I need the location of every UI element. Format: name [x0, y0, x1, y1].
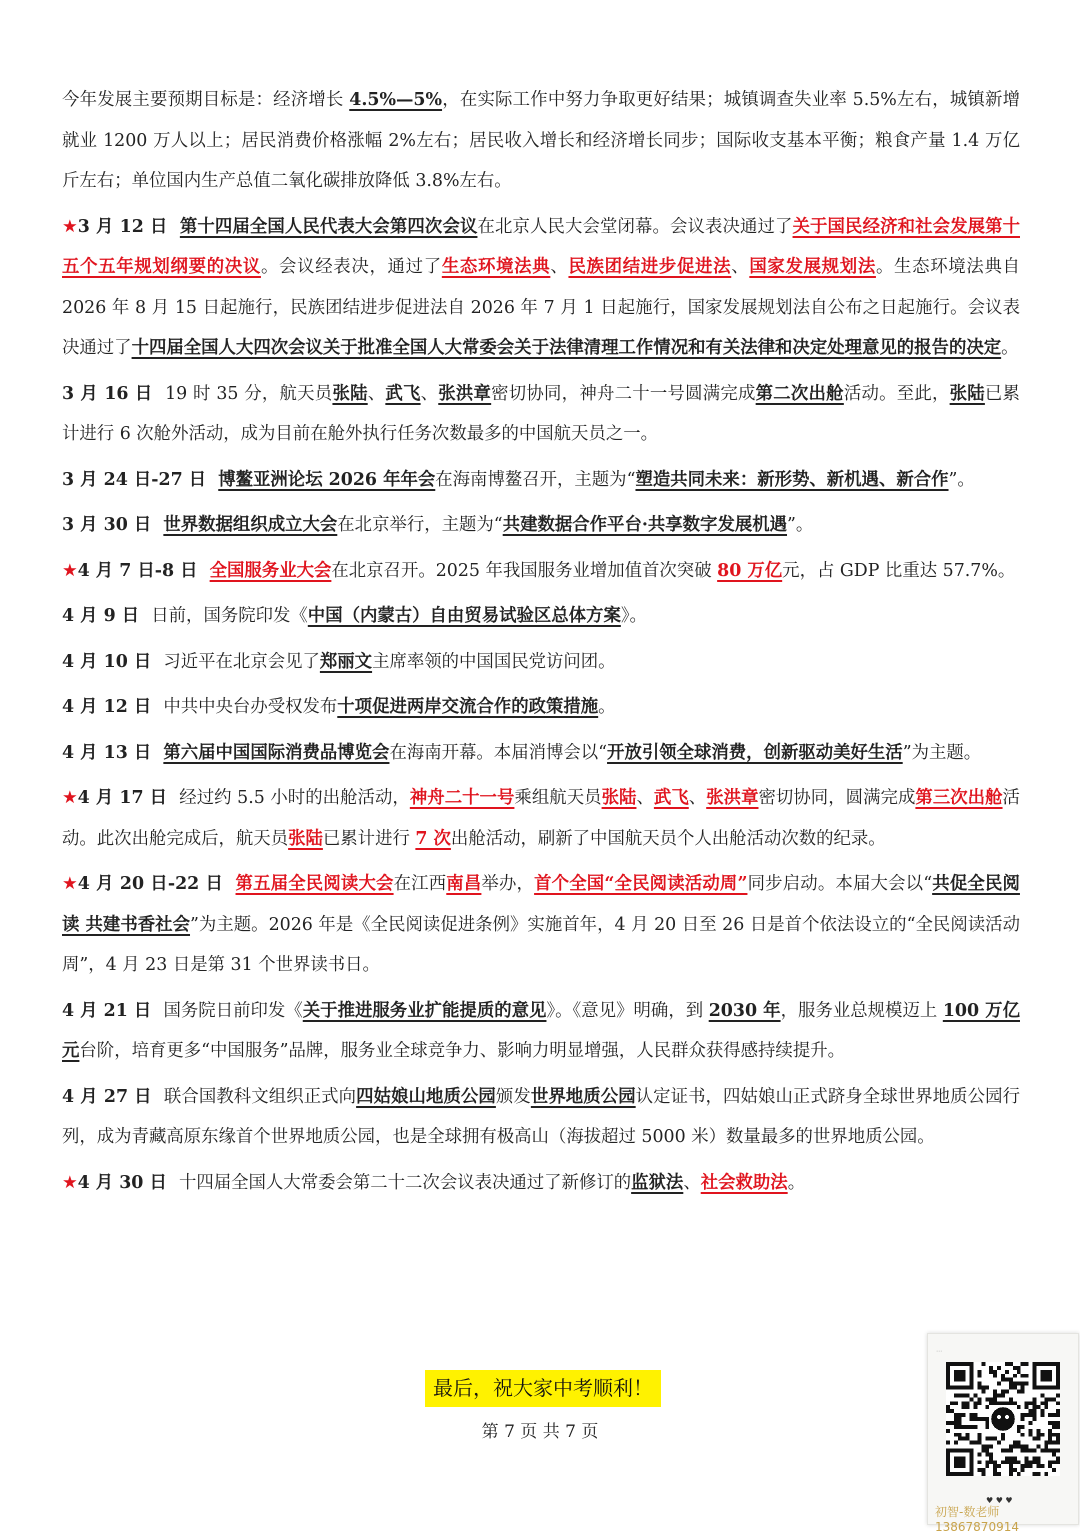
highlighted-term: 张陆: [288, 828, 323, 849]
article-body: [62, 80, 1026, 1208]
highlighted-term: 十项促进两岸交流合作的政策措施: [337, 697, 599, 717]
text-run: 。: [598, 697, 616, 717]
text-run: 台阶，培育更多“中国服务”品牌，服务业全球竞争力、影响力明显增强，人民群众获得感持续提升。: [79, 1041, 845, 1061]
text-run: 。生态环境法典自 2026 年 8 月 15 日起施行，民族团结进步促进法自 2026 年 7 月 1 日起施行，国家发展规划法自公布之日起施行。会议表决通过了: [62, 257, 1026, 358]
highlighted-term: 武飞: [653, 788, 689, 808]
highlighted-term: 第十四届全国人民代表大会第四次会议: [179, 216, 478, 237]
star-icon: ★: [62, 788, 78, 808]
text-run: ，服务业总规模迈上: [780, 1000, 943, 1021]
qr-code-card: [927, 1333, 1079, 1525]
highlighted-term: 神舟二十一号: [409, 788, 515, 808]
event-paragraph: [62, 460, 1020, 501]
text-run: 举办，: [481, 874, 535, 894]
text-run: 已累计进行: [322, 828, 416, 849]
key-event-paragraph: [62, 207, 1026, 369]
highlighted-term: 4.5%—5%: [349, 90, 443, 110]
highlighted-term: 张陆: [601, 788, 637, 808]
highlighted-term: 中国（内蒙古）自由贸易试验区总体方案: [307, 606, 621, 626]
text-run: 3 月 30 日: [62, 515, 164, 535]
text-run: 4 月 9 日: [62, 606, 152, 626]
text-run: 活动。至此，: [843, 383, 950, 404]
event-paragraph: [62, 80, 1020, 202]
event-paragraph: [62, 505, 1020, 546]
highlighted-term: 关于推进服务业扩能提质的意见: [302, 1000, 547, 1021]
highlighted-term: 首个全国“全民阅读活动周”: [534, 874, 748, 894]
key-event-paragraph: [62, 551, 1020, 592]
text-run: 、: [688, 788, 707, 808]
text-run: 颁发: [495, 1086, 531, 1107]
highlighted-term: 十四届全国人大四次会议关于批准全国人大常委会关于法律清理工作情况和有关法律和决定处理意见的报告的决定: [131, 338, 1002, 358]
text-run: 、: [420, 383, 439, 404]
key-event-paragraph: [62, 864, 1020, 986]
text-run: ”。: [787, 515, 814, 535]
text-run: 今年发展主要预期目标是：经济增长: [62, 90, 350, 110]
event-paragraph: [62, 596, 1020, 637]
text-run: 、: [550, 257, 569, 277]
qr-hearts: ♥ ♥ ♥: [986, 1496, 1013, 1505]
text-run: 中共中央台办受权发布: [163, 697, 338, 717]
highlighted-term: 张洪章: [438, 383, 492, 404]
text-run: 、: [731, 257, 750, 277]
highlighted-term: 第六届中国国际消费品博览会: [163, 742, 390, 763]
text-run: 3 月 12 日: [77, 216, 180, 237]
text-run: 主席率领的中国国民党访问团。: [372, 651, 616, 672]
text-run: ”为主题。2026 年是《全民阅读促进条例》实施首年，4 月 20 日至 26 日是首个依法设立的“全民阅读活动周”，4 月 23 日是第 31 个世界读书日。: [62, 914, 1020, 975]
highlighted-term: 第二次出舱: [755, 383, 844, 404]
event-paragraph: [62, 1077, 1020, 1158]
text-run: 4 月 10 日: [62, 651, 164, 672]
highlighted-term: 全国服务业大会: [209, 560, 332, 581]
highlighted-term: 开放引领全球消费，创新驱动美好生活: [607, 742, 903, 763]
highlighted-term: 7 次: [415, 828, 451, 849]
text-run: 在北京人民大会堂闭幕。会议表决通过了: [477, 216, 793, 237]
text-run: 19 时 35 分，航天员: [165, 383, 333, 404]
text-run: 在江西: [393, 874, 447, 894]
highlighted-term: 张洪章: [706, 788, 759, 808]
text-run: 习近平在北京会见了: [163, 651, 320, 672]
text-run: 国务院日前印发《: [163, 1000, 303, 1021]
text-run: 4 月 27 日: [62, 1086, 164, 1107]
text-run: 3 月 16 日: [62, 383, 166, 404]
event-paragraph: [62, 991, 1020, 1072]
highlighted-term: 国家发展规划法: [749, 257, 876, 277]
text-run: 十四届全国人大常委会第二十二次会议表决通过了新修订的: [178, 1172, 632, 1193]
text-run: 、: [683, 1172, 701, 1193]
text-run: 经过约 5.5 小时的出舱活动，: [179, 788, 410, 808]
highlighted-term: 共促全民阅读 共建书香社会: [62, 874, 1020, 935]
highlighted-term: 80 万亿: [717, 560, 783, 581]
highlighted-term: 关于国民经济和社会发展第十五个五年规划纲要的决议: [62, 216, 1020, 277]
highlighted-term: 第三次出舱: [915, 788, 1003, 808]
text-run: 》。: [620, 606, 647, 626]
text-run: 、: [367, 383, 386, 404]
qr-header-mark: ⋯: [936, 1348, 942, 1355]
text-run: ，在实际工作中努力争取更好结果；城镇调查失业率 5.5%左右，城镇新增就业 1200 万人以上；居民消费价格涨幅 2%左右；居民收入增长和经济增长同步；国际收支基本平衡；粮食产量 1.4 万亿斤左右；单位国内生产总值二氧化碳排放降低 3.8%左右。: [62, 90, 1020, 191]
text-run: 联合国教科文组织正式向: [163, 1086, 357, 1107]
text-run: 、: [636, 788, 654, 808]
event-paragraph: [62, 374, 1020, 455]
event-paragraph: [62, 733, 1020, 774]
text-run: 4 月 20 日-22 日: [77, 874, 236, 894]
highlighted-term: 生态环境法典: [441, 257, 551, 277]
highlighted-term: 社会救助法: [700, 1172, 788, 1193]
text-run: 3 月 24 日-27 日: [62, 469, 219, 490]
highlighted-term: 2030 年: [708, 1000, 781, 1021]
star-icon: ★: [62, 560, 78, 581]
highlighted-term: 四姑娘山地质公园: [356, 1086, 496, 1107]
highlighted-term: 博鳌亚洲论坛 2026 年年会: [218, 469, 436, 490]
text-run: ”为主题。: [902, 742, 982, 763]
text-run: 4 月 7 日-8 日: [77, 560, 210, 581]
text-run: 》。《意见》明确，到: [546, 1000, 709, 1021]
text-run: 密切协同，神舟二十一号圆满完成: [491, 383, 756, 404]
text-run: 。: [787, 1172, 806, 1193]
highlighted-term: 100 万亿元: [62, 1000, 1020, 1061]
text-run: 4 月 13 日: [62, 742, 164, 763]
text-run: 出舱活动，刷新了中国航天员个人出舱活动次数的纪录。: [450, 828, 886, 849]
highlighted-term: 共建数据合作平台·共享数字发展机遇: [502, 515, 788, 535]
text-run: 4 月 21 日: [62, 1000, 164, 1021]
highlighted-term: 塑造共同未来：新形势、新机遇、新合作: [635, 469, 949, 490]
text-run: 。会议经表决，通过了: [260, 257, 442, 277]
highlighted-term: 张陆: [332, 383, 368, 404]
text-run: 乘组航天员: [514, 788, 602, 808]
closing-wish: 最后，祝大家中考顺利！: [425, 1370, 661, 1407]
text-run: 在海南开幕。本届消博会以“: [389, 742, 608, 763]
text-run: 4 月 17 日: [77, 788, 180, 808]
wechat-icon: [989, 1405, 1017, 1433]
highlighted-term: 南昌: [446, 874, 482, 894]
text-run: 4 月 12 日: [62, 697, 164, 717]
event-paragraph: [62, 687, 1020, 728]
text-run: 。: [1001, 338, 1019, 358]
highlighted-term: 张陆: [949, 383, 985, 404]
text-run: 同步启动。本届大会以“: [747, 874, 933, 894]
star-icon: ★: [62, 1172, 78, 1193]
key-event-paragraph: [62, 778, 1020, 859]
watermark-text: 初智-数老师 13867870914: [935, 1505, 1019, 1534]
highlighted-term: 第五届全民阅读大会: [235, 874, 394, 894]
highlighted-term: 民族团结进步促进法: [568, 257, 732, 277]
text-run: 活动。此次出舱完成后，航天员: [62, 788, 1020, 849]
text-run: 已累计进行 6 次舱外活动，成为目前在舱外执行任务次数最多的中国航天员之一。: [62, 383, 1020, 444]
text-run: 4 月 30 日: [77, 1172, 179, 1193]
text-run: 在海南博鳌召开，主题为“: [435, 469, 636, 490]
highlighted-term: 郑丽文: [319, 651, 373, 672]
text-run: 认定证书，四姑娘山正式跻身全球世界地质公园行列，成为青藏高原东缘首个世界地质公园，也是全球拥有极高山（海拔超过 5000 米）数量最多的世界地质公园。: [62, 1086, 1020, 1147]
page-number: 第 7 页 共 7 页: [481, 1422, 599, 1442]
qr-code-image: [946, 1362, 1060, 1476]
highlighted-term: 世界数据组织成立大会: [163, 515, 338, 535]
text-run: 在北京召开。2025 年我国服务业增加值首次突破: [331, 560, 718, 581]
text-run: ”。: [948, 469, 975, 490]
highlighted-term: 武飞: [385, 383, 421, 404]
text-run: 密切协同，圆满完成: [758, 788, 916, 808]
star-icon: ★: [62, 874, 78, 894]
highlighted-term: 世界地质公园: [530, 1086, 636, 1107]
star-icon: ★: [62, 216, 78, 237]
text-run: 在北京举行，主题为“: [337, 515, 503, 535]
key-event-paragraph: [62, 1163, 1020, 1204]
text-run: 日前，国务院印发《: [151, 606, 308, 626]
event-paragraph: [62, 642, 1020, 683]
text-run: 元，占 GDP 比重达 57.7%。: [782, 560, 1016, 581]
highlighted-term: 监狱法: [631, 1172, 684, 1193]
